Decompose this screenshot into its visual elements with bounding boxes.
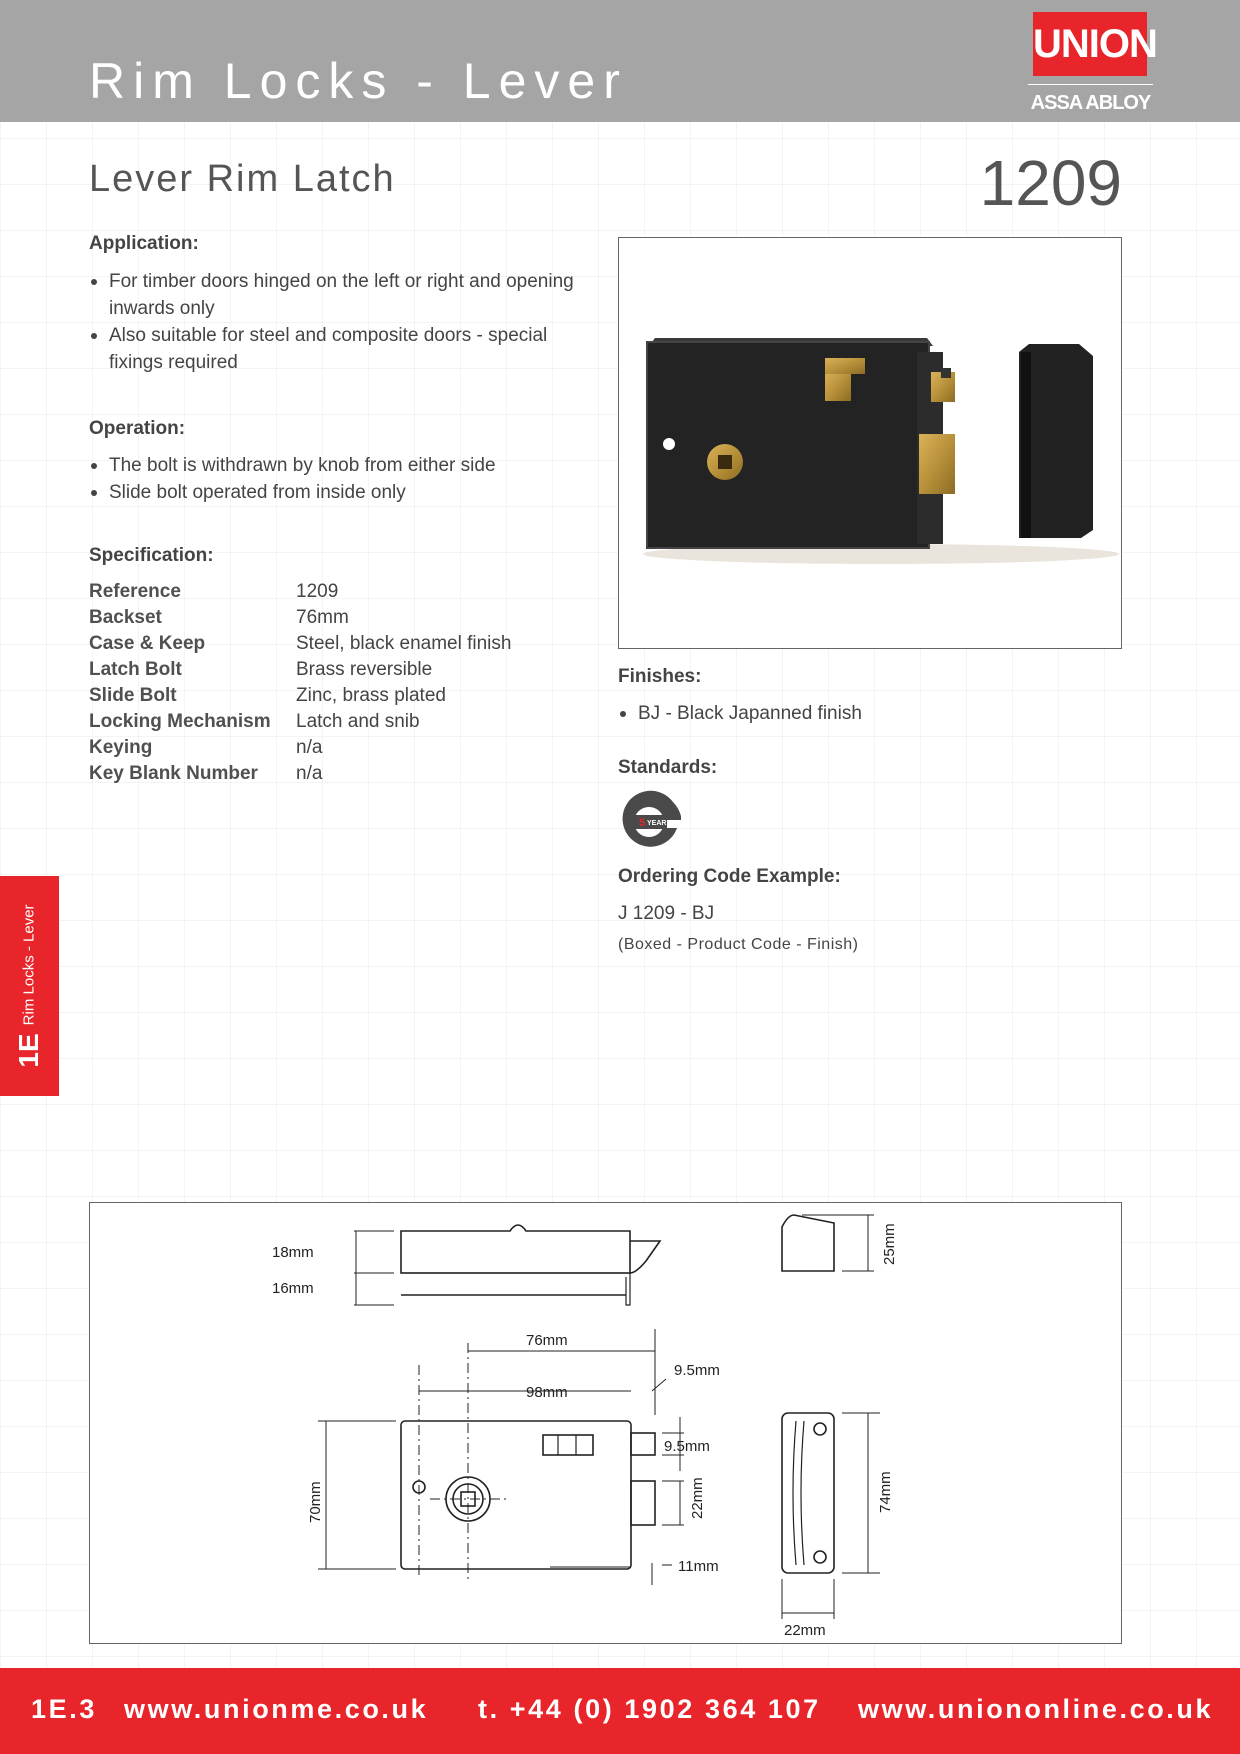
front-view-body	[401, 1421, 631, 1569]
badge-text: YEAR	[647, 820, 667, 827]
dim-label-22-bolt: 22mm	[689, 1477, 706, 1519]
spec-label: Key Blank Number	[89, 763, 258, 784]
side-view-base	[401, 1273, 630, 1305]
spec-label: Keying	[89, 737, 153, 758]
footer-page-number: 1E.3	[31, 1694, 97, 1724]
rim-latch-illustration	[619, 238, 1123, 650]
list-item: Also suitable for steel and composite doors - special fixings required	[89, 322, 599, 376]
follower-square	[718, 455, 732, 469]
slide-bolt-handle	[825, 358, 865, 374]
forend-screw	[941, 368, 951, 378]
dim-label-18: 18mm	[272, 1244, 314, 1261]
badge-number: 5	[639, 817, 646, 829]
standards-heading: Standards:	[618, 757, 718, 778]
application-heading: Application:	[89, 233, 199, 254]
table-row	[89, 683, 511, 709]
lock-side-view	[272, 1225, 660, 1305]
five-year-guarantee-badge	[617, 788, 681, 852]
specification-table	[89, 579, 511, 787]
dim-label-9-5-top: 9.5mm	[674, 1362, 720, 1379]
operation-list	[89, 452, 599, 506]
list-item: The bolt is withdrawn by knob from either side	[89, 452, 599, 479]
front-view-latch-bolt	[631, 1481, 655, 1525]
application-list	[89, 268, 599, 376]
side-view-body	[401, 1225, 630, 1273]
spec-label: Locking Mechanism	[89, 711, 271, 732]
side-tab-text: Rim Locks - Lever	[20, 904, 38, 1026]
table-row	[89, 735, 511, 761]
product-photo	[618, 237, 1122, 649]
dimension-drawing	[90, 1203, 1121, 1643]
list-item: BJ - Black Japanned finish	[618, 700, 1118, 727]
keep-screw-hole	[814, 1551, 826, 1563]
keep-edge	[1021, 352, 1031, 538]
technical-drawing	[89, 1202, 1122, 1644]
front-view-slide-bolt	[631, 1433, 655, 1455]
section-side-tab	[0, 876, 59, 1096]
dim-label-11: 11mm	[678, 1558, 719, 1575]
specification-heading: Specification:	[89, 545, 214, 566]
assa-abloy-label: ASSA ABLOY	[1030, 92, 1151, 114]
leader-line	[652, 1379, 666, 1391]
spec-value: Brass reversible	[296, 659, 433, 680]
list-item: For timber doors hinged on the left or right and opening inwards only	[89, 268, 599, 322]
front-view-slider	[543, 1435, 593, 1455]
keep-side-view	[782, 1215, 898, 1271]
spec-label: Backset	[89, 607, 162, 628]
spec-label: Reference	[89, 581, 181, 602]
finishes-heading: Finishes:	[618, 666, 702, 687]
spec-value: n/a	[296, 737, 323, 758]
keep-front-curve	[793, 1421, 796, 1565]
dim-label-74: 74mm	[877, 1471, 894, 1513]
union-logo-mark: UNION	[1033, 12, 1147, 76]
page-footer	[0, 1668, 1240, 1754]
side-tab-code: 1E	[13, 1033, 44, 1068]
fixing-hole	[663, 438, 675, 450]
dim-label-70: 70mm	[307, 1481, 324, 1523]
page-title: Rim Locks - Lever	[89, 53, 628, 109]
dim-label-25: 25mm	[881, 1223, 898, 1265]
lock-front-view	[307, 1329, 720, 1585]
spec-label: Case & Keep	[89, 633, 206, 654]
keep-front-view	[782, 1413, 894, 1639]
keep-side-body	[782, 1215, 834, 1271]
dim-label-22-keep: 22mm	[784, 1622, 826, 1639]
spec-label: Latch Bolt	[89, 659, 182, 680]
product-title: Lever Rim Latch	[89, 158, 396, 200]
table-row	[89, 657, 511, 683]
dim-label-98: 98mm	[526, 1384, 568, 1401]
slide-bolt-knob	[825, 371, 851, 401]
logo-divider	[1028, 84, 1153, 85]
spec-value: n/a	[296, 763, 323, 784]
side-view-latch	[630, 1241, 660, 1273]
spec-value: 76mm	[296, 607, 349, 628]
keep-front-body	[782, 1413, 834, 1573]
list-item: Slide bolt operated from inside only	[89, 479, 599, 506]
keep-front-curve	[801, 1421, 804, 1565]
spec-value: 1209	[296, 581, 339, 602]
table-row	[89, 761, 511, 787]
ordering-code: J 1209 - BJ	[618, 903, 715, 924]
ordering-note: (Boxed - Product Code - Finish)	[618, 936, 859, 953]
footer-website-online[interactable]: www.uniononline.co.uk	[858, 1694, 1214, 1724]
spec-value: Zinc, brass plated	[296, 685, 446, 706]
page-header	[0, 0, 1240, 122]
union-logo	[1028, 12, 1157, 116]
table-row	[89, 631, 511, 657]
ordering-heading: Ordering Code Example:	[618, 866, 841, 887]
spec-value: Latch and snib	[296, 711, 420, 732]
side-tab-label	[13, 904, 45, 1067]
table-row	[89, 579, 511, 605]
operation-heading: Operation:	[89, 418, 186, 439]
spec-value: Steel, black enamel finish	[296, 633, 512, 654]
footer-phone: t. +44 (0) 1902 364 107	[478, 1694, 821, 1724]
latch-bolt	[919, 434, 955, 494]
footer-website-me[interactable]: www.unionme.co.uk	[124, 1694, 429, 1724]
keep-screw-hole	[814, 1423, 826, 1435]
spec-label: Slide Bolt	[89, 685, 177, 706]
table-row	[89, 605, 511, 631]
table-row	[89, 709, 511, 735]
lock-case	[647, 342, 929, 548]
finishes-list	[618, 700, 1118, 727]
dim-label-76: 76mm	[526, 1332, 568, 1349]
dim-label-9-5-side: 9.5mm	[664, 1438, 710, 1455]
product-number: 1209	[979, 147, 1122, 219]
dim-label-16: 16mm	[272, 1280, 314, 1297]
